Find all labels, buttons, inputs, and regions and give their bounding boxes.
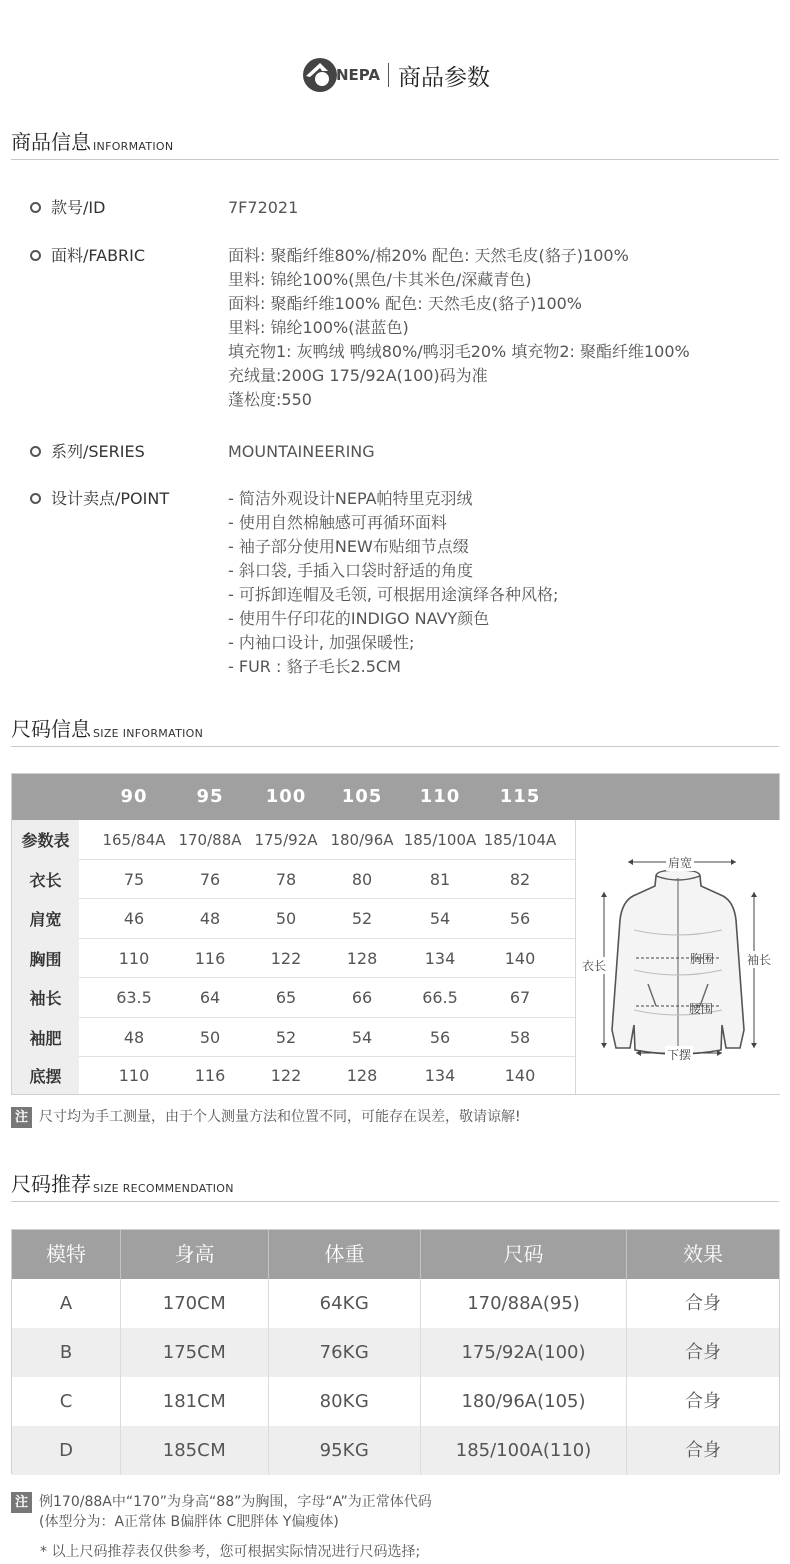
height-unit: CM [197, 1440, 227, 1461]
diagram-waist-label: 腰围 [689, 1002, 714, 1016]
diagram-sleeve-label: 袖长 [747, 953, 772, 967]
row-label: 参数表 [12, 820, 79, 860]
table-cell: 116 [194, 1066, 226, 1085]
table-cell: 116 [194, 948, 226, 968]
table-cell: 66.5 [422, 988, 458, 1008]
rec-model: A [59, 1293, 73, 1314]
note-badge: 注 [11, 1107, 32, 1128]
rec-weight: 95 [319, 1440, 343, 1461]
diagram-length-label: 衣长 [582, 959, 607, 973]
table-cell: 78 [275, 869, 297, 889]
info-value: - 简洁外观设计NEPA帕特里克羽绒 [228, 489, 473, 508]
height-unit: CM [197, 1391, 227, 1412]
size-heading-en: SIZE INFORMATION [93, 727, 204, 740]
table-cell: 134 [424, 948, 456, 968]
info-value: 里料: 锦纶100%(黑色/卡其米色/深藏青色) [228, 270, 532, 289]
info-value: - 内袖口设计, 加强保暖性; [228, 633, 415, 652]
table-row [12, 860, 576, 900]
row-label: 肩宽 [12, 899, 79, 939]
rec-effect: 合身 [685, 1342, 721, 1363]
info-value: 7F72021 [228, 198, 299, 217]
info-heading-cn: 商品信息 [11, 130, 91, 154]
weight-unit: KG [342, 1440, 370, 1461]
bullet-icon [30, 446, 41, 457]
info-value: - 袖子部分使用NEW布贴细节点缀 [228, 537, 469, 556]
info-value: - 斜口袋, 手插入口袋时舒适的角度 [228, 561, 474, 580]
info-label: 面料/FABRIC [51, 246, 146, 265]
table-cell: 66 [351, 988, 373, 1008]
table-cell: 67 [509, 988, 531, 1008]
rec-model: C [59, 1391, 73, 1412]
table-cell: 52 [275, 1027, 297, 1047]
table-cell: 46 [123, 909, 145, 929]
size-col-header: 95 [196, 786, 224, 807]
rec-size: 175/92A(100) [461, 1342, 586, 1363]
size-col-header: 100 [265, 786, 307, 807]
rec-model: D [59, 1440, 73, 1461]
rec-size: 170/88A(95) [467, 1293, 580, 1314]
diagram-chest-label: 胸围 [690, 952, 715, 966]
rec-weight: 64 [319, 1293, 343, 1314]
rec-col-header: 体重 [324, 1242, 365, 1266]
info-value: 里料: 锦纶100%(湛蓝色) [228, 318, 409, 337]
info-value: 充绒量:200G 175/92A(100)码为准 [228, 366, 488, 385]
rec-col-header: 效果 [683, 1242, 723, 1266]
table-row [12, 1426, 779, 1475]
table-cell: 64 [199, 988, 221, 1008]
rec-heading-cn: 尺码推荐 [11, 1172, 91, 1196]
brand-name: NEPA [335, 66, 381, 84]
rec-footer [40, 1542, 420, 1562]
rec-height: 185 [162, 1440, 198, 1461]
table-cell: 80 [351, 869, 373, 889]
table-cell: 75 [123, 869, 145, 889]
info-section-heading [11, 130, 779, 160]
table-cell: 185/104A [483, 830, 557, 849]
info-value: 面料: 聚酯纤维100% 配色: 天然毛皮(貉子)100% [228, 294, 583, 313]
table-cell: 65 [275, 988, 297, 1008]
table-cell: 82 [509, 869, 531, 889]
rec-footer-text: * 以上尺码推荐表仅供参考，您可根据实际情况进行尺码选择; [40, 1544, 421, 1560]
info-row-id [30, 196, 298, 220]
size-col-header: 90 [120, 786, 148, 807]
table-row [12, 1057, 576, 1094]
row-label: 衣长 [12, 860, 79, 900]
info-row-point [30, 487, 558, 679]
rec-note-line2: (体型分为：A正常体 B偏胖体 C肥胖体 Y偏瘦体) [39, 1514, 339, 1530]
rec-col-header: 身高 [174, 1242, 215, 1266]
diagram-hem-label: 下摆 [667, 1048, 692, 1062]
table-cell: 134 [424, 1066, 456, 1085]
bullet-icon [30, 493, 41, 504]
rec-height: 181 [162, 1391, 198, 1412]
info-row-series [30, 440, 375, 464]
info-value: MOUNTAINEERING [228, 442, 375, 461]
weight-unit: KG [342, 1342, 370, 1363]
size-table-header [12, 774, 779, 820]
bullet-icon [30, 202, 41, 213]
table-cell: 140 [504, 1066, 536, 1085]
table-cell: 170/88A [178, 830, 242, 849]
page-header [0, 50, 790, 100]
size-note-text: 尺寸均为手工测量，由于个人测量方法和位置不同，可能存在误差，敬请谅解! [39, 1109, 521, 1125]
row-label: 袖肥 [12, 1018, 79, 1058]
table-row [12, 1279, 779, 1328]
info-value: - FUR : 貉子毛长2.5CM [228, 657, 401, 676]
table-cell: 76 [199, 869, 221, 889]
info-value: - 使用牛仔印花的INDIGO NAVY颜色 [228, 609, 490, 628]
table-cell: 48 [199, 909, 221, 929]
row-label: 胸围 [12, 939, 79, 979]
info-value: 填充物1: 灰鸭绒 鸭绒80%/鸭羽毛20% 填充物2: 聚酯纤维100% [228, 342, 690, 361]
table-cell: 48 [123, 1027, 145, 1047]
table-row [12, 1328, 779, 1377]
row-label: 袖长 [12, 978, 79, 1018]
page-title: 商品参数 [398, 64, 491, 91]
table-cell: 63.5 [116, 988, 152, 1008]
table-cell: 110 [118, 1066, 150, 1085]
height-unit: CM [197, 1342, 227, 1363]
table-row [12, 939, 576, 979]
table-cell: 128 [346, 1066, 378, 1085]
info-value: 面料: 聚酯纤维80%/棉20% 配色: 天然毛皮(貉子)100% [228, 246, 629, 265]
bullet-icon [30, 250, 41, 261]
table-cell: 58 [509, 1027, 531, 1047]
table-row [12, 1018, 576, 1058]
table-cell: 140 [504, 948, 536, 968]
rec-effect: 合身 [685, 1391, 721, 1412]
table-row [12, 820, 576, 860]
rec-table-header [12, 1230, 779, 1279]
rec-weight: 76 [319, 1342, 343, 1363]
nepa-logo-icon [300, 55, 340, 95]
table-row [12, 1377, 779, 1426]
rec-effect: 合身 [685, 1293, 721, 1314]
table-cell: 122 [270, 1066, 302, 1085]
table-cell: 122 [270, 948, 302, 968]
rec-size: 180/96A(105) [461, 1391, 586, 1412]
weight-unit: KG [342, 1391, 370, 1412]
size-section-heading [11, 717, 779, 747]
size-col-header: 115 [499, 786, 541, 807]
size-table-body [12, 820, 576, 1094]
table-cell: 128 [346, 948, 378, 968]
info-label: 设计卖点/POINT [51, 489, 170, 508]
info-heading-en: INFORMATION [93, 140, 174, 153]
rec-note-line1: 例170/88A中“170”为身高“88”为胸围，字母“A”为正常体代码 [39, 1494, 432, 1510]
header-divider [388, 63, 389, 87]
table-row [12, 978, 576, 1018]
info-value: - 使用自然棉触感可再循环面料 [228, 513, 447, 532]
recommendation-table [11, 1229, 780, 1474]
rec-col-header: 尺码 [503, 1242, 544, 1266]
rec-section-heading [11, 1172, 779, 1202]
table-cell: 81 [429, 869, 451, 889]
measurement-diagram [575, 820, 780, 1094]
brand-logo [300, 55, 380, 95]
info-row-fabric [30, 244, 690, 412]
rec-heading-en: SIZE RECOMMENDATION [93, 1182, 234, 1195]
rec-note [11, 1492, 432, 1532]
rec-weight: 80 [319, 1391, 343, 1412]
diagram-shoulder-label: 肩宽 [668, 856, 693, 870]
table-cell: 175/92A [254, 830, 318, 849]
size-col-header: 105 [341, 786, 383, 807]
weight-unit: KG [342, 1293, 370, 1314]
rec-effect: 合身 [685, 1440, 721, 1461]
table-cell: 165/84A [102, 830, 166, 849]
note-badge: 注 [11, 1492, 32, 1513]
size-heading-cn: 尺码信息 [11, 717, 91, 741]
table-cell: 50 [275, 909, 297, 929]
table-cell: 110 [118, 948, 150, 968]
size-col-header: 110 [419, 786, 461, 807]
info-value: - 可拆卸连帽及毛领, 可根据用途演绎各种风格; [228, 585, 559, 604]
rec-size: 185/100A(110) [455, 1440, 592, 1461]
rec-col-header: 模特 [46, 1242, 86, 1266]
table-cell: 185/100A [403, 830, 477, 849]
rec-height: 175 [162, 1342, 198, 1363]
row-label: 底摆 [12, 1057, 79, 1094]
info-label: 系列/SERIES [51, 442, 145, 461]
table-cell: 52 [351, 909, 373, 929]
rec-model: B [59, 1342, 73, 1363]
info-label: 款号/ID [51, 198, 106, 217]
table-cell: 56 [429, 1027, 451, 1047]
table-cell: 54 [351, 1027, 373, 1047]
info-value: 蓬松度:550 [228, 390, 312, 409]
table-row [12, 899, 576, 939]
table-cell: 180/96A [330, 830, 394, 849]
size-table [11, 773, 780, 1095]
table-cell: 50 [199, 1027, 221, 1047]
table-cell: 54 [429, 909, 451, 929]
height-unit: CM [197, 1293, 227, 1314]
rec-height: 170 [162, 1293, 198, 1314]
table-cell: 56 [509, 909, 531, 929]
size-note [11, 1107, 521, 1128]
